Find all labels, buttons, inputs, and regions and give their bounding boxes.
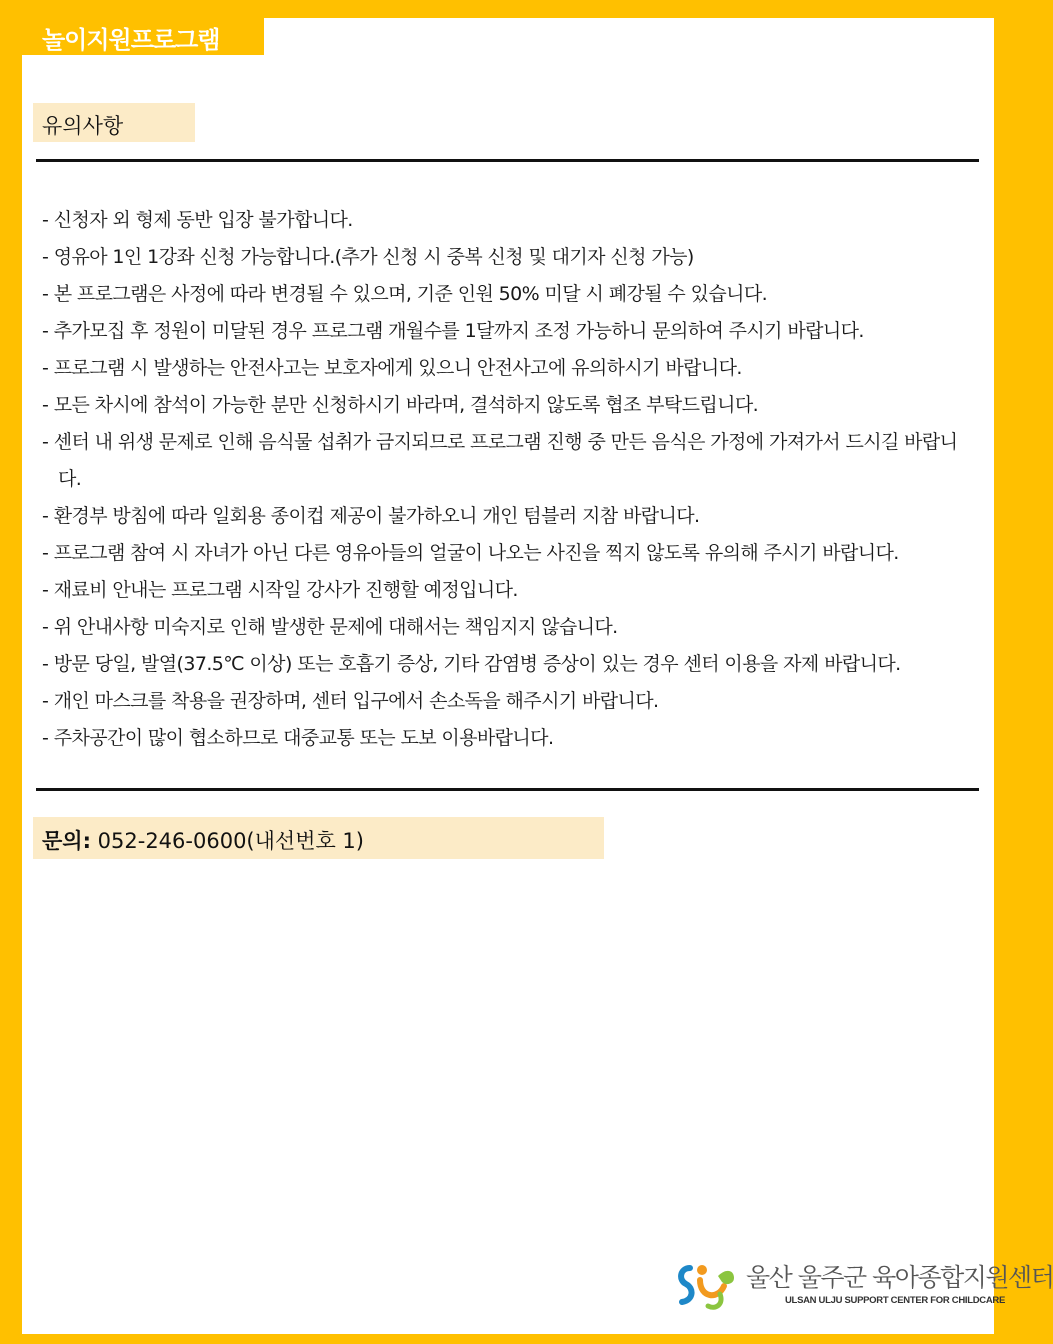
notice-item: - 영유아 1인 1강좌 신청 가능합니다.(추가 신청 시 중복 신청 및 대기자 신청 가능) bbox=[42, 246, 694, 268]
section-label bbox=[33, 103, 195, 142]
contact-box bbox=[33, 817, 604, 859]
notice-item: - 프로그램 시 발생하는 안전사고는 보호자에게 있으니 안전사고에 유의하시기 바랍니다. bbox=[42, 357, 742, 379]
contact-phone: 052-246-0600(내선번호 1) bbox=[90, 829, 364, 853]
notice-item: - 추가모집 후 정원이 미달된 경우 프로그램 개월수를 1달까지 조정 가능하니 문의하여 주시기 바랍니다. bbox=[42, 320, 864, 342]
section-title: 유의사항 bbox=[42, 114, 124, 138]
notice-item: - 방문 당일, 발열(37.5℃ 이상) 또는 호흡기 증상, 기타 감염병 증상이 있는 경우 센터 이용을 자제 바랍니다. bbox=[42, 653, 901, 675]
notice-item: - 프로그램 참여 시 자녀가 아닌 다른 영유아들의 얼굴이 나오는 사진을 찍지 않도록 유의해 주시기 바랍니다. bbox=[42, 542, 899, 564]
top-divider bbox=[36, 159, 979, 162]
notice-list bbox=[42, 202, 972, 757]
bottom-divider bbox=[36, 788, 979, 791]
notice-item: - 개인 마스크를 착용을 권장하며, 센터 입구에서 손소독을 해주시기 바랍니다. bbox=[42, 690, 659, 712]
logo-name-ko: 울산 울주군 육아종합지원센터 bbox=[746, 1263, 1053, 1292]
contact-line bbox=[42, 825, 364, 855]
notice-item: - 위 안내사항 미숙지로 인해 발생한 문제에 대해서는 책임지지 않습니다. bbox=[42, 616, 618, 638]
notice-item: - 환경부 방침에 따라 일회용 종이컵 제공이 불가하오니 개인 텀블러 지참 바랍니다. bbox=[42, 505, 700, 527]
notice-item: - 주차공간이 많이 협소하므로 대중교통 또는 도보 이용바랍니다. bbox=[42, 727, 554, 749]
title-tab bbox=[22, 18, 264, 55]
center-logo-icon bbox=[676, 1260, 738, 1312]
notice-item: - 모든 차시에 참석이 가능한 분만 신청하시기 바라며, 결석하지 않도록 협조 부탁드립니다. bbox=[42, 394, 759, 416]
notice-item: - 신청자 외 형제 동반 입장 불가합니다. bbox=[42, 209, 353, 231]
contact-label: 문의: bbox=[42, 829, 91, 853]
center-logo bbox=[676, 1258, 1053, 1314]
page-title: 놀이지원프로그램 bbox=[42, 26, 220, 54]
logo-name-en: ULSAN ULJU SUPPORT CENTER FOR CHILDCARE bbox=[785, 1295, 1006, 1306]
notice-item: - 본 프로그램은 사정에 따라 변경될 수 있으며, 기준 인원 50% 미달 시 폐강될 수 있습니다. bbox=[42, 283, 768, 305]
notice-item: - 센터 내 위생 문제로 인해 음식물 섭취가 금지되므로 프로그램 진행 중 만든 음식은 가정에 가져가서 드시길 바랍니다. bbox=[42, 431, 958, 490]
notice-item: - 재료비 안내는 프로그램 시작일 강사가 진행할 예정입니다. bbox=[42, 579, 518, 601]
